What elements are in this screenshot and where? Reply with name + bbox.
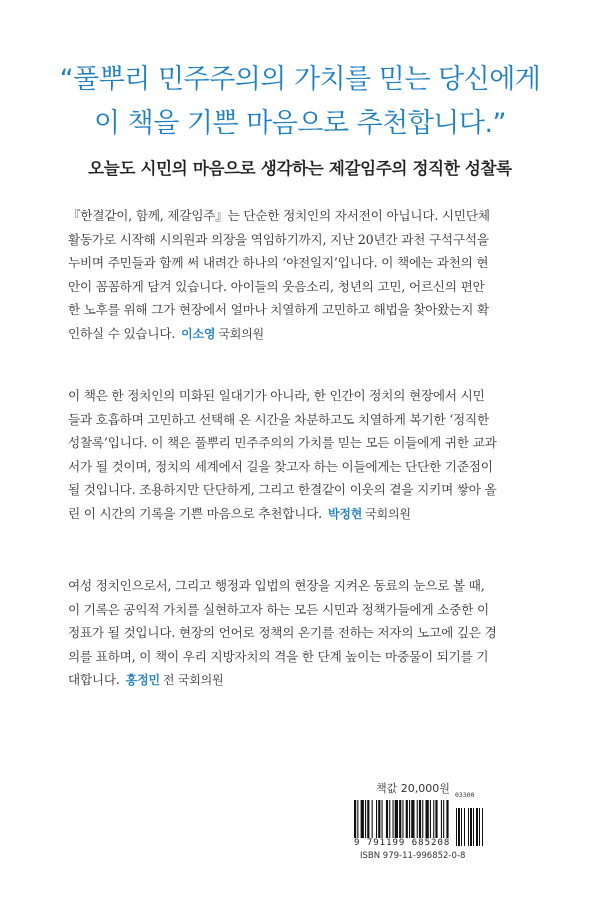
book-price: 책값 20,000원 (376, 782, 450, 795)
endorser-name: 홍정민 (125, 673, 160, 687)
endorsement-last-line (68, 668, 536, 692)
endorsement-line: 한 노후를 위해 그가 현장에서 얼마나 치열하게 고민하고 해법을 찾아왔는지 확 (68, 302, 489, 317)
isbn-number: ISBN 979-11-996852-0-8 (360, 851, 466, 861)
book-subtitle: 오늘도 시민의 마음으로 생각하는 제갈임주의 정직한 성찰록 (88, 159, 512, 178)
endorser-name: 박정현 (327, 506, 363, 521)
endorsement-line-text: 인하실 수 있습니다. (68, 325, 176, 341)
endorsement-line: 이 기록은 공익적 가치를 실현하고자 하는 모든 시민과 정책가들에게 소중한 이 (68, 601, 489, 617)
barcode-addon-code: 03300 (455, 791, 475, 799)
barcode-addon-bar (476, 808, 478, 846)
endorsement-line-text: 대합니다. (68, 672, 120, 687)
endorser-name: 이소영 (181, 326, 216, 341)
endorsement-2 (68, 384, 536, 525)
blurb-quote (0, 58, 600, 146)
endorsement-1 (68, 204, 536, 345)
endorsement-last-line (68, 502, 536, 526)
endorsement-line: 활동가로 시작해 시의원과 의장을 역임하기까지, 지난 20년간 과천 구석구석을 (68, 231, 489, 247)
endorsement-line: 의를 표하며, 이 책이 우리 지방자치의 격을 한 단계 높이는 마중물이 되기를 기 (68, 648, 489, 664)
barcode-addon-bar (473, 808, 474, 846)
endorser-title: 국회의원 (365, 506, 411, 521)
endorser-title: 국회의원 (218, 326, 264, 341)
endorsement-line: 누비며 주민들과 함께 써 내려간 하나의 ‘야전일지’입니다. 이 책에는 과천의 현 (68, 255, 489, 270)
barcode-addon-bar (456, 808, 457, 846)
barcode-addon-bar (470, 808, 472, 846)
barcode-addon-bar (479, 808, 480, 846)
endorsement-line: 안이 꼼꼼하게 담겨 있습니다. 아이들의 웃음소리, 청년의 고민, 어르신의 편안 (68, 278, 485, 294)
barcode-addon-bar (458, 808, 460, 846)
endorsement-line: 이 책은 한 정치인의 미화된 일대기가 아니라, 한 인간이 정치의 현장에서 시민 (68, 388, 485, 403)
endorsement-line: 될 것입니다. 조용하지만 단단하게, 그리고 한결같이 이웃의 곁을 지키며 쌓아 올 (68, 482, 497, 497)
endorsement-line: 정표가 될 것입니다. 현장의 언어로 정책의 온기를 전하는 저자의 노고에 깊은 경 (68, 625, 497, 640)
endorsement-line: 서가 될 것이며, 정치의 세계에서 길을 찾고자 하는 이들에게는 단단한 기준점이 (68, 458, 493, 474)
endorsement-line: 들과 호흡하며 고민하고 선택해 온 시간을 차분하고도 치열하게 복기한 ‘정직한 (68, 411, 489, 427)
barcode-addon-bar (482, 808, 483, 846)
endorsement-line: 여성 정치인으로서, 그리고 행정과 입법의 현장을 지켜온 동료의 눈으로 볼 때, (68, 578, 485, 593)
quote-line-1: “풀뿌리 민주주의의 가치를 믿는 당신에게 (59, 64, 541, 95)
barcode-digits: 9 791199 685208 (354, 838, 451, 848)
barcode-addon-bar (461, 808, 462, 846)
endorsement-line-text: 린 이 시간의 기록을 기쁜 마음으로 추천합니다. (68, 505, 322, 521)
barcode-addon-bar (464, 808, 465, 846)
quote-line-2: 이 책을 기쁜 마음으로 추천합니다.” (93, 108, 507, 139)
endorsement-line: 성찰록’입니다. 이 책은 풀뿌리 민주주의의 가치를 믿는 모든 이들에게 귀한 교과 (68, 435, 497, 450)
endorser-title: 전 국회의원 (162, 673, 224, 687)
endorsement-line: 『한결같이, 함께, 제갈임주』는 단순한 정치인의 자서전이 아닙니다. 시민단체 (68, 208, 490, 223)
endorsement-3 (68, 574, 536, 692)
barcode-addon-bar (468, 808, 469, 846)
endorsement-last-line (68, 322, 536, 346)
